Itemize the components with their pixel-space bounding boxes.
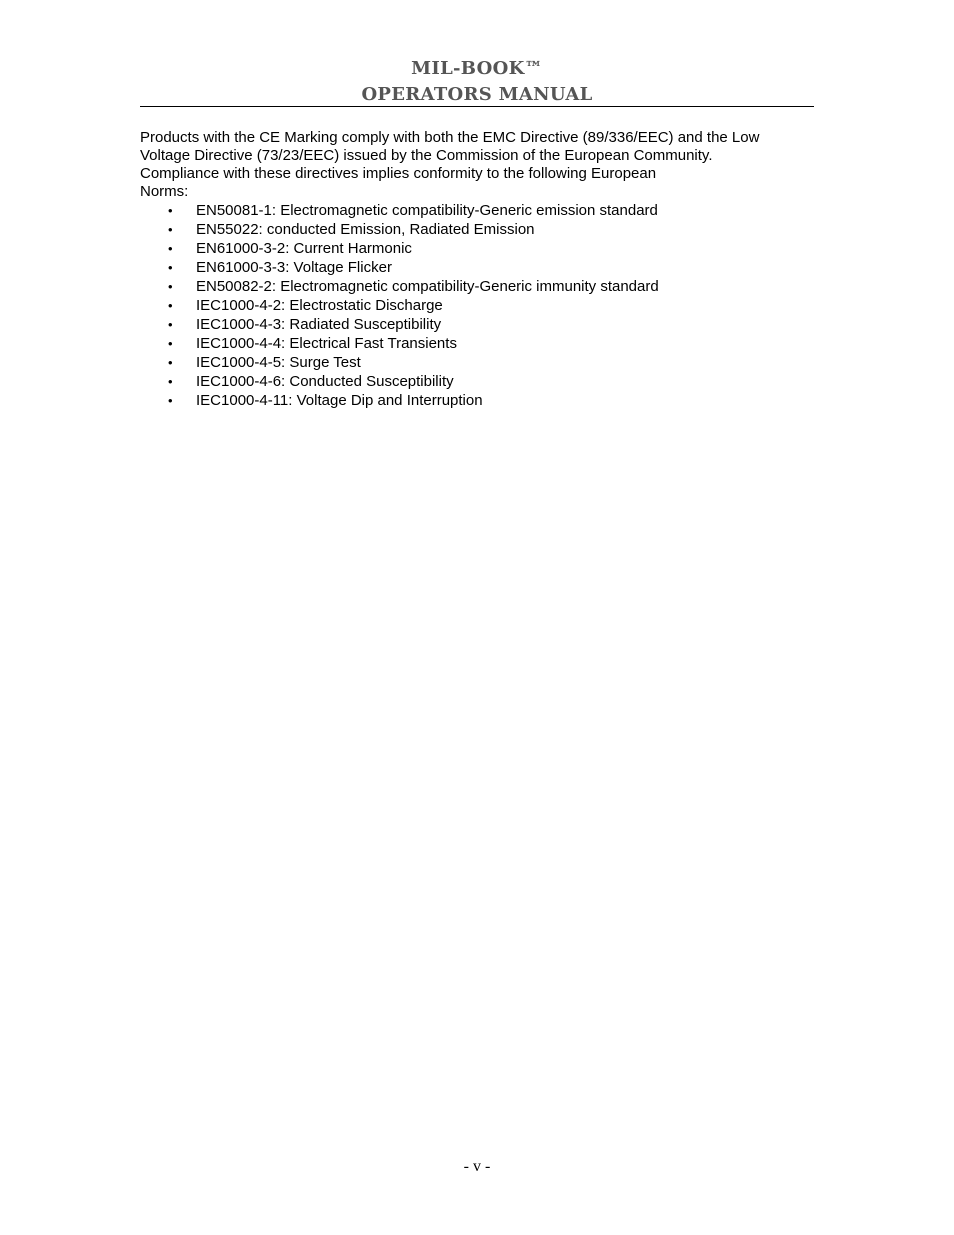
intro-line: Norms: <box>140 183 189 200</box>
list-item <box>140 277 814 296</box>
list-item <box>140 220 814 239</box>
list-item <box>140 296 814 315</box>
bullet-icon: • <box>168 279 173 294</box>
list-item <box>140 201 814 220</box>
norm-text: EN61000-3-2: Current Harmonic <box>196 240 412 257</box>
norms-list <box>140 201 814 410</box>
page-number: - v - <box>463 1158 491 1175</box>
bullet-icon: • <box>168 203 173 218</box>
bullet-icon: • <box>168 260 173 275</box>
norm-text: IEC1000-4-4: Electrical Fast Transients <box>196 335 457 352</box>
norm-text: IEC1000-4-5: Surge Test <box>196 354 361 371</box>
norm-text: EN55022: conducted Emission, Radiated Emission <box>196 221 535 238</box>
bullet-icon: • <box>168 336 173 351</box>
header-manual-title: OPERATORS MANUAL <box>361 84 593 105</box>
intro-paragraph <box>140 129 814 201</box>
bullet-icon: • <box>168 393 173 408</box>
norm-text: IEC1000-4-3: Radiated Susceptibility <box>196 316 442 333</box>
norm-text: EN50082-2: Electromagnetic compatibility-Generic immunity standard <box>196 278 659 295</box>
bullet-icon: • <box>168 298 173 313</box>
norm-text: EN50081-1: Electromagnetic compatibility-Generic emission standard <box>196 202 658 219</box>
list-item <box>140 353 814 372</box>
page-body <box>140 129 814 410</box>
intro-line: Compliance with these directives implies conformity to the following European <box>140 165 657 182</box>
intro-line: Products with the CE Marking comply with both the EMC Directive (89/336/EEC) and the Low <box>140 129 760 146</box>
bullet-icon: • <box>168 317 173 332</box>
bullet-icon: • <box>168 241 173 256</box>
list-item <box>140 258 814 277</box>
intro-line: Voltage Directive (73/23/EEC) issued by the Commission of the European Community. <box>140 147 713 164</box>
list-item <box>140 334 814 353</box>
bullet-icon: • <box>168 355 173 370</box>
norm-text: IEC1000-4-6: Conducted Susceptibility <box>196 373 454 390</box>
norm-text: IEC1000-4-2: Electrostatic Discharge <box>196 297 443 314</box>
norm-text: IEC1000-4-11: Voltage Dip and Interruption <box>196 392 483 409</box>
header-product-name: MIL-BOOK™ <box>411 58 543 79</box>
header-divider <box>140 106 814 107</box>
norm-text: EN61000-3-3: Voltage Flicker <box>196 259 392 276</box>
list-item <box>140 315 814 334</box>
list-item <box>140 372 814 391</box>
list-item <box>140 239 814 258</box>
bullet-icon: • <box>168 374 173 389</box>
list-item <box>140 391 814 410</box>
page-header <box>140 56 814 108</box>
bullet-icon: • <box>168 222 173 237</box>
